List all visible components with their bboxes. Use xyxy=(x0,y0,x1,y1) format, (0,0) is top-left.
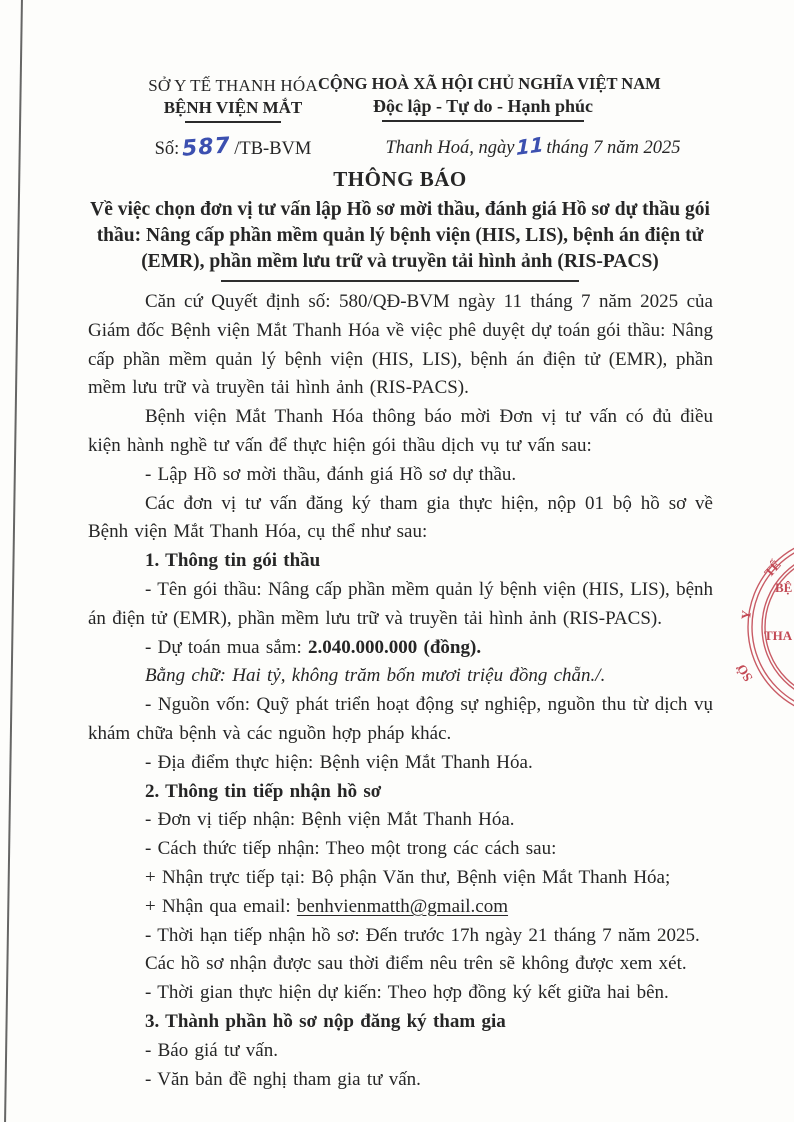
dateline xyxy=(368,131,698,161)
paragraph-location: - Địa điểm thực hiện: Bệnh viện Mắt Thanh Hóa. xyxy=(145,751,533,773)
dateline-prefix: Thanh Hoá, ngày xyxy=(385,138,515,158)
org-name: BỆNH VIỆN MẮT xyxy=(163,98,303,117)
org-parent: SỞ Y TẾ THANH HÓA xyxy=(148,76,318,95)
paragraph-deadline: - Thời hạn tiếp nhận hồ sơ: Đến trước 17h ngày 21 tháng 7 năm 2025. xyxy=(145,924,700,946)
doc-number-label: Số: xyxy=(154,139,180,159)
stamp-inner-text-line1: BỆ xyxy=(775,580,793,595)
dateline-suffix: tháng 7 năm 2025 xyxy=(546,138,681,158)
section-heading-2: 2. Thông tin tiếp nhận hồ sơ xyxy=(145,780,382,802)
section-heading-3: 3. Thành phần hồ sơ nộp đăng ký tham gia xyxy=(145,1010,506,1032)
paragraph-execution-time: - Thời gian thực hiện dự kiến: Theo hợp đồng ký kết giữa hai bên. xyxy=(145,982,669,1004)
dateline-day-handwritten: 11 xyxy=(515,131,544,161)
doc-number-suffix: /TB-BVM xyxy=(234,139,312,159)
doc-number-line xyxy=(138,135,328,160)
email-address: benhvienmatth@gmail.com xyxy=(296,895,509,917)
paragraph-service-item: - Lập Hồ sơ mời thầu, đánh giá Hồ sơ dự thầu. xyxy=(145,463,517,485)
title-block xyxy=(88,167,712,282)
issuing-org-block xyxy=(138,76,328,160)
paragraph-budget xyxy=(88,634,713,663)
stamp-inner-text-line2: THA xyxy=(764,628,793,643)
paragraph-late-submissions: Các hồ sơ nhận được sau thời điểm nêu trên sẽ không được xem xét. xyxy=(145,953,687,975)
scan-edge-line xyxy=(0,0,30,1122)
budget-label: - Dự toán mua sắm: xyxy=(145,636,309,658)
stamp-arc-text-bottom: SỞ xyxy=(733,661,756,685)
paragraph-legal-basis: Căn cứ Quyết định số: 580/QĐ-BVM ngày 11 tháng 7 năm 2025 của Giám đốc Bệnh viện Mắt Thanh Hóa về việc phê duyệt dự toán gói thầu: Nâng cấp phần mềm quản lý bệnh viện (HIS, LIS), bệnh án điện tử (EMR), phần mềm lưu trữ và truyền tải hình ảnh (RIS-PACS). xyxy=(88,291,713,399)
paragraph-amount-in-words: Bằng chữ: Hai tỷ, không trăm bốn mươi triệu đồng chẵn./. xyxy=(145,665,606,687)
doc-title: THÔNG BÁO xyxy=(333,167,467,191)
motto-underline xyxy=(382,120,584,122)
official-stamp xyxy=(732,493,794,763)
paragraph-quotation: - Báo giá tư vấn. xyxy=(145,1039,278,1061)
paragraph-package-name: - Tên gói thầu: Nâng cấp phần mềm quản lý bệnh viện (HIS, LIS), bệnh án điện tử (EMR), phần mềm lưu trữ và truyền tải hình ảnh (RIS-PACS). xyxy=(88,578,713,629)
section-heading-1: 1. Thông tin gói thầu xyxy=(145,550,321,572)
doc-body xyxy=(88,288,713,1094)
paragraph-receiving-unit: - Đơn vị tiếp nhận: Bệnh viện Mắt Thanh Hóa. xyxy=(145,809,515,831)
title-separator xyxy=(221,280,579,282)
doc-number-handwritten: 587 xyxy=(181,133,233,162)
paragraph-receive-email xyxy=(88,893,713,922)
motto-line2: Độc lập - Tự do - Hạnh phúc xyxy=(372,96,594,116)
org-name-underline xyxy=(185,121,281,123)
paragraph-funding-source: - Nguồn vốn: Quỹ phát triển hoạt động sự nghiệp, nguồn thu từ dịch vụ khám chữa bệnh và các nguồn hợp pháp khác. xyxy=(88,694,713,744)
stamp-arc-text-mid: Y xyxy=(738,609,754,621)
paragraph-invitation: Bệnh viện Mắt Thanh Hóa thông báo mời Đơn vị tư vấn có đủ điều kiện hành nghề tư vấn để thực hiện gói thầu dịch vụ tư vấn sau: xyxy=(88,406,713,456)
doc-subtitle: Về việc chọn đơn vị tư vấn lập Hồ sơ mời thầu, đánh giá Hồ sơ dự thầu gói thầu: Nâng cấp phần mềm quản lý bệnh viện (HIS, LIS), bệnh án điện tử (EMR), phần mềm lưu trữ và truyền tải hình ảnh (RIS-PACS) xyxy=(90,199,710,272)
budget-amount: 2.040.000.000 (đồng). xyxy=(308,636,482,658)
email-label: + Nhận qua email: xyxy=(145,895,297,917)
national-motto-block xyxy=(318,74,661,122)
paragraph-request-letter: - Văn bản đề nghị tham gia tư vấn. xyxy=(145,1068,421,1090)
stamp-arc-text-top: TẾ xyxy=(761,557,784,581)
paragraph-receiving-method: - Cách thức tiếp nhận: Theo một trong các cách sau: xyxy=(145,838,557,860)
paragraph-registration: Các đơn vị tư vấn đăng ký tham gia thực hiện, nộp 01 bộ hồ sơ về Bệnh viện Mắt Thanh Hóa, cụ thể như sau: xyxy=(88,492,713,543)
motto-line1: CỘNG HOÀ XÃ HỘI CHỦ NGHĨA VIỆT NAM xyxy=(318,74,661,93)
paragraph-receive-direct: + Nhận trực tiếp tại: Bộ phận Văn thư, Bệnh viện Mắt Thanh Hóa; xyxy=(145,866,671,888)
